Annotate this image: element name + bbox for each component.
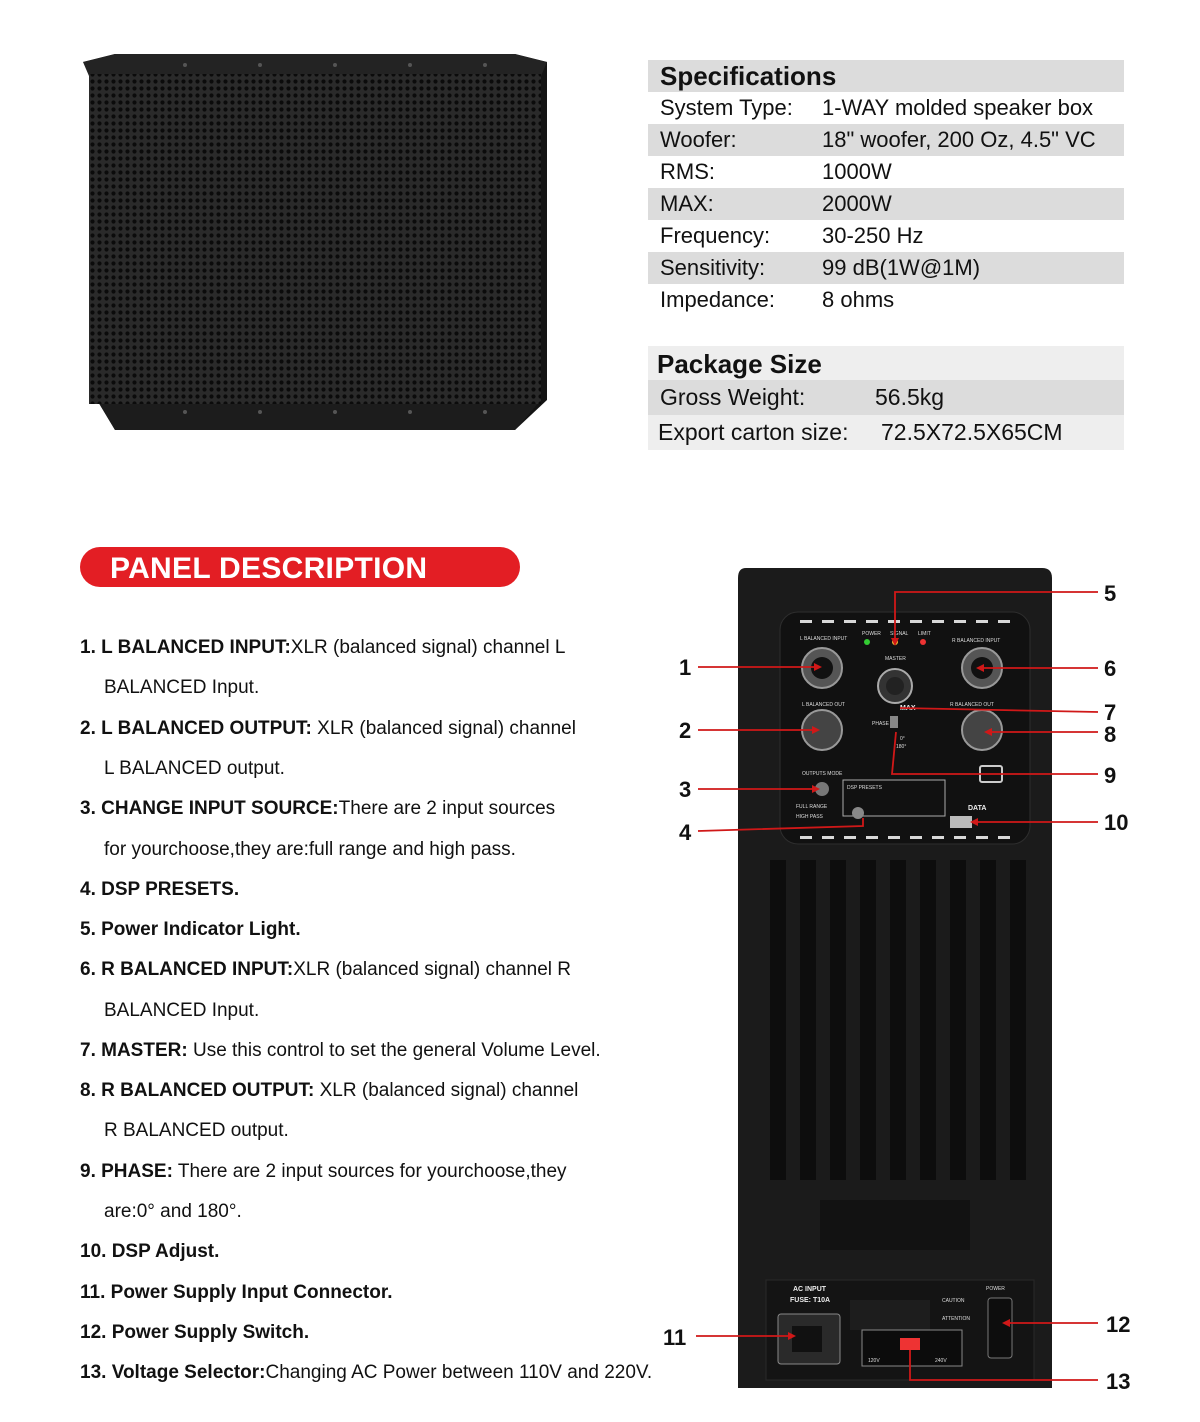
- desc-item: [80, 718, 576, 740]
- signal-led-label: SIGNAL: [890, 631, 909, 637]
- limit-led: [920, 639, 926, 645]
- desc-text: XLR (balanced signal) channel: [311, 718, 576, 739]
- spec-value: 30-250 Hz: [822, 223, 924, 248]
- callout-4: 4: [679, 820, 692, 845]
- master-label: MASTER: [885, 656, 906, 662]
- phase-switch[interactable]: [890, 716, 898, 728]
- callout-7: 7: [1104, 700, 1117, 725]
- r-output-label: R BALANCED OUT: [950, 702, 994, 708]
- voltage-selector[interactable]: [900, 1338, 920, 1350]
- spec-row: [648, 156, 1124, 188]
- desc-item: [80, 1040, 601, 1062]
- desc-text: XLR (balanced signal) channel L: [290, 637, 566, 658]
- desc-cont: for yourchoose,they are:full range and high pass.: [104, 839, 516, 860]
- ac-input-socket: [792, 1326, 822, 1352]
- desc-head: 13. Voltage Selector:: [80, 1362, 266, 1383]
- package-value: 56.5kg: [875, 384, 945, 410]
- phase-180-label: 180°: [896, 744, 907, 750]
- desc-text: XLR (balanced signal) channel R: [293, 959, 572, 980]
- panel-description-heading: PANEL DESCRIPTION: [80, 547, 520, 587]
- desc-head: 10. DSP Adjust.: [80, 1241, 220, 1262]
- data-label: DATA: [968, 805, 987, 812]
- desc-item: [80, 1362, 652, 1384]
- desc-head: 2. L BALANCED OUTPUT:: [80, 718, 312, 739]
- spec-label: System Type:: [660, 95, 793, 120]
- spec-row: [648, 220, 1124, 252]
- callout-5: 5: [1104, 581, 1117, 606]
- desc-head: 6. R BALANCED INPUT:: [80, 959, 294, 980]
- desc-item: [80, 919, 301, 941]
- speaker-cabinet-image: [75, 50, 555, 435]
- v240-label: 240V: [935, 1358, 947, 1364]
- spec-value: 2000W: [822, 191, 892, 216]
- desc-head: 12. Power Supply Switch.: [80, 1322, 310, 1343]
- ac-input-label: AC INPUT: [793, 1286, 827, 1293]
- power-switch-label: POWER: [986, 1286, 1005, 1292]
- package-title: Package Size: [648, 346, 1124, 380]
- desc-text: There are 2 input sources for yourchoose,they: [172, 1161, 567, 1182]
- heatsink: [770, 860, 1026, 1180]
- callout-9: 9: [1104, 763, 1117, 788]
- desc-cont: BALANCED Input.: [104, 677, 260, 698]
- spec-value: 8 ohms: [822, 287, 895, 312]
- desc-item: [80, 1282, 393, 1304]
- package-size-table: [648, 346, 1124, 450]
- phase-label: PHASE: [872, 721, 889, 727]
- desc-head: 7. MASTER:: [80, 1040, 188, 1061]
- master-max-label: MAX: [900, 705, 916, 712]
- callout-13: 13: [1106, 1369, 1131, 1394]
- desc-item: [80, 1161, 567, 1183]
- desc-head: 4. DSP PRESETS.: [80, 879, 240, 900]
- desc-text: XLR (balanced signal) channel: [314, 1080, 579, 1101]
- desc-item: [80, 1241, 219, 1263]
- desc-text: Use this control to set the general Volume Level.: [187, 1040, 601, 1061]
- l-output-label: L BALANCED OUT: [802, 702, 845, 708]
- callout-12: 12: [1106, 1312, 1131, 1337]
- caution-label: CAUTION: [942, 1298, 965, 1304]
- desc-item: [80, 798, 555, 820]
- desc-cont: BALANCED Input.: [104, 1000, 260, 1021]
- master-knob-cap: [886, 677, 904, 695]
- callout-3: 3: [679, 777, 692, 802]
- desc-head: 3. CHANGE INPUT SOURCE:: [80, 798, 339, 819]
- callout-10: 10: [1104, 810, 1129, 835]
- full-range-label: FULL RANGE: [796, 804, 828, 810]
- spec-label: Impedance:: [660, 287, 775, 312]
- specifications-table: [648, 60, 1124, 316]
- callout-1: 1: [679, 655, 692, 680]
- callout-2: 2: [679, 718, 692, 743]
- spec-label: Frequency:: [660, 223, 771, 248]
- package-label: Export carton size:: [658, 419, 849, 445]
- panel-plate: [820, 1200, 970, 1250]
- outputs-mode-label: OUTPUTS MODE: [802, 771, 843, 777]
- spec-label: RMS:: [660, 159, 715, 184]
- desc-item: [80, 637, 565, 659]
- amplifier-back-panel: [660, 560, 1160, 1400]
- limit-led-label: LIMIT: [918, 631, 931, 637]
- spec-label: Sensitivity:: [660, 255, 766, 280]
- spec-value: 99 dB(1W@1M): [822, 255, 981, 280]
- dsp-presets-label: DSP PRESETS: [847, 785, 882, 791]
- desc-item: [80, 879, 239, 901]
- dsp-preset-button[interactable]: [852, 807, 864, 819]
- high-pass-label: HIGH PASS: [796, 814, 823, 820]
- package-row: [648, 380, 1124, 415]
- attention-label: ATTENTION: [942, 1316, 970, 1322]
- power-switch[interactable]: [988, 1298, 1012, 1358]
- spec-row: [648, 252, 1124, 284]
- desc-text: There are 2 input sources: [338, 798, 556, 819]
- callout-11: 11: [663, 1325, 687, 1350]
- spec-row: [648, 124, 1124, 156]
- desc-item: [80, 1322, 309, 1344]
- desc-head: 11. Power Supply Input Connector.: [80, 1282, 393, 1303]
- specifications-title: Specifications: [648, 60, 1124, 92]
- l-input-label: L BALANCED INPUT: [800, 636, 848, 642]
- spec-label: Woofer:: [660, 127, 737, 152]
- power-led: [864, 639, 870, 645]
- package-value: 72.5X72.5X65CM: [881, 419, 1063, 445]
- power-led-label: POWER: [862, 631, 881, 637]
- r-input-label: R BALANCED INPUT: [952, 638, 1001, 644]
- spec-row: [648, 92, 1124, 124]
- desc-item: [80, 1080, 578, 1102]
- r-output-jack[interactable]: [962, 710, 1002, 750]
- spec-row: [648, 284, 1124, 316]
- desc-cont: L BALANCED output.: [104, 758, 285, 779]
- spec-value: 18" woofer, 200 Oz, 4.5" VC: [822, 127, 1096, 152]
- spec-label: MAX:: [660, 191, 714, 216]
- desc-head: 9. PHASE:: [80, 1161, 173, 1182]
- desc-item: [80, 959, 571, 981]
- phase-0-label: 0°: [900, 736, 905, 742]
- desc-head: 1. L BALANCED INPUT:: [80, 637, 291, 658]
- callout-6: 6: [1104, 656, 1117, 681]
- desc-cont: are:0° and 180°.: [104, 1201, 242, 1222]
- v120-label: 120V: [868, 1358, 880, 1364]
- usb-port[interactable]: [950, 816, 972, 828]
- package-row: [648, 415, 1124, 450]
- desc-head: 8. R BALANCED OUTPUT:: [80, 1080, 315, 1101]
- spec-value: 1-WAY molded speaker box: [822, 95, 1094, 120]
- desc-text: Changing AC Power between 110V and 220V.: [265, 1362, 653, 1383]
- callout-8: 8: [1104, 722, 1117, 747]
- fuse-label: FUSE: T10A: [790, 1297, 831, 1304]
- spec-value: 1000W: [822, 159, 892, 184]
- desc-head: 5. Power Indicator Light.: [80, 919, 301, 940]
- package-label: Gross Weight:: [660, 384, 806, 410]
- vent-grid: [850, 1300, 930, 1330]
- desc-cont: R BALANCED output.: [104, 1120, 289, 1141]
- spec-row: [648, 188, 1124, 220]
